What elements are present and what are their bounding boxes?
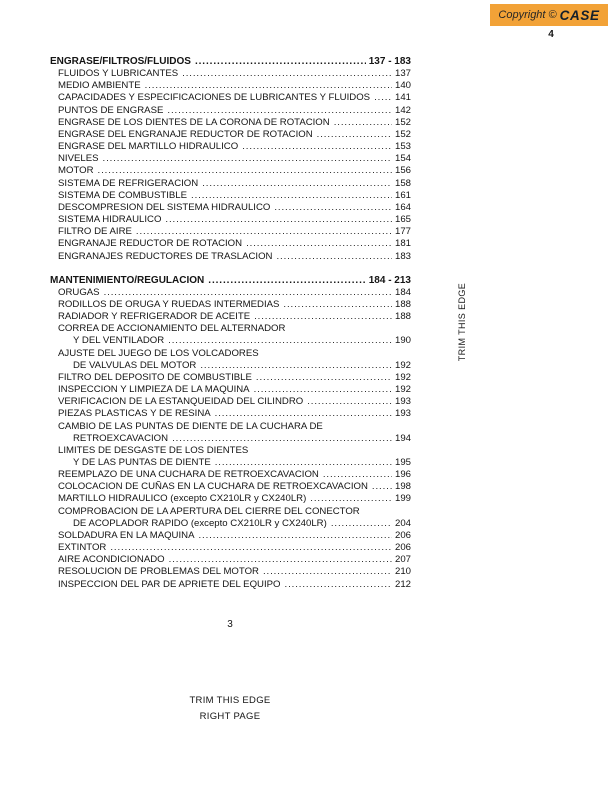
toc-leader-dots xyxy=(110,542,392,554)
toc-leader-dots xyxy=(168,335,392,347)
toc-page-number: 188 xyxy=(394,298,411,310)
copyright-text: Copyright © xyxy=(498,9,557,21)
toc-leader-dots xyxy=(202,178,392,190)
toc-page-number: 181 xyxy=(394,238,411,250)
toc-page-number: 206 xyxy=(394,529,411,541)
toc-item-continuation xyxy=(50,457,411,469)
toc-item-label: RETROEXCAVACION xyxy=(73,432,169,444)
toc-section xyxy=(50,56,411,263)
toc-item xyxy=(50,469,411,481)
toc-item-label: EXTINTOR xyxy=(58,542,107,554)
toc-page-number: 188 xyxy=(394,311,411,323)
toc-item-label: INSPECCION Y LIMPIEZA DE LA MAQUINA xyxy=(58,384,250,396)
toc-page-number: 165 xyxy=(394,214,411,226)
toc-leader-dots xyxy=(334,117,392,129)
toc-item-label: PUNTOS DE ENGRASE xyxy=(58,104,164,116)
toc-item xyxy=(50,165,411,177)
toc-item xyxy=(50,153,411,165)
toc-item-label: REEMPLAZO DE UNA CUCHARA DE RETROEXCAVACION xyxy=(58,469,319,481)
toc-item xyxy=(50,105,411,117)
toc-item-label: MOTOR xyxy=(58,165,94,177)
toc-item-continuation xyxy=(50,335,411,347)
toc-item xyxy=(50,226,411,238)
toc-leader-dots xyxy=(256,372,392,384)
toc-item-label: FILTRO DEL DEPOSITO DE COMBUSTIBLE xyxy=(58,371,252,383)
toc-item xyxy=(50,178,411,190)
toc-section-title: ENGRASE/FILTROS/FLUIDOS xyxy=(50,56,191,67)
toc-page-number: 184 xyxy=(394,286,411,298)
toc-item xyxy=(50,299,411,311)
toc-page-number: 212 xyxy=(394,578,411,590)
toc-item-label: DE VALVULAS DEL MOTOR xyxy=(73,359,197,371)
toc-item-label: CAPACIDADES Y ESPECIFICACIONES DE LUBRICANTES Y FLUIDOS xyxy=(58,92,371,104)
toc-page-number: 193 xyxy=(394,408,411,420)
toc-page-number: 183 xyxy=(394,250,411,262)
toc-item xyxy=(50,287,411,299)
toc-item-label: Y DE LAS PUNTAS DE DIENTE xyxy=(73,457,211,468)
toc-item-label: ENGRASE DEL ENGRANAJE REDUCTOR DE ROTACION xyxy=(58,128,313,140)
toc-item xyxy=(50,190,411,202)
toc-page-number: 206 xyxy=(394,542,411,554)
toc-item xyxy=(50,372,411,384)
toc-leader-dots xyxy=(254,384,392,396)
toc-leader-dots xyxy=(215,408,392,420)
toc-item xyxy=(50,542,411,554)
toc-item xyxy=(50,323,411,335)
toc-leader-dots xyxy=(274,202,392,214)
toc-page-number: 158 xyxy=(394,177,411,189)
toc-leader-dots xyxy=(331,518,392,530)
toc-item-label: SISTEMA DE COMBUSTIBLE xyxy=(58,189,188,201)
toc-item-label: SISTEMA HIDRAULICO xyxy=(58,214,162,226)
toc-item-label: DESCOMPRESION DEL SISTEMA HIDRAULICO xyxy=(58,201,271,213)
toc-page-number: 152 xyxy=(394,128,411,140)
toc-page-number: 190 xyxy=(394,335,411,347)
toc-item xyxy=(50,311,411,323)
toc-page-range: 184 - 213 xyxy=(368,274,411,286)
toc-item-label: ENGRANAJES REDUCTORES DE TRASLACION xyxy=(58,250,273,262)
trim-edge-note-vertical: TRIM THIS EDGE xyxy=(457,282,467,362)
toc-item xyxy=(50,129,411,141)
toc-item xyxy=(50,68,411,80)
toc-page-number: 196 xyxy=(394,469,411,481)
toc-leader-dots xyxy=(136,226,392,238)
toc-item-label: DE ACOPLADOR RAPIDO (excepto CX210LR y CX240LR) xyxy=(73,517,327,529)
toc-item xyxy=(50,579,411,591)
toc-page-number: 142 xyxy=(394,104,411,116)
toc-page-range: 137 - 183 xyxy=(368,56,411,67)
toc-item xyxy=(50,80,411,92)
toc-leader-dots xyxy=(98,165,392,177)
toc-item-label: MEDIO AMBIENTE xyxy=(58,80,141,92)
toc-item-label: SOLDADURA EN LA MAQUINA xyxy=(58,529,195,541)
toc-leader-dots xyxy=(323,469,392,481)
toc-item-label: ENGRASE DE LOS DIENTES DE LA CORONA DE ROTACION xyxy=(58,116,330,128)
toc-item-label: COMPROBACION DE LA APERTURA DEL CIERRE DEL CONECTOR xyxy=(58,505,360,517)
toc-leader-dots xyxy=(254,311,392,323)
toc-leader-dots xyxy=(191,190,392,202)
toc-leader-dots xyxy=(167,105,392,117)
toc-page-number: 195 xyxy=(394,457,411,468)
toc-leader-dots xyxy=(165,214,392,226)
toc-leader-dots xyxy=(317,129,392,141)
toc-section-heading xyxy=(50,56,411,68)
toc-leader-dots xyxy=(169,554,392,566)
toc-item-label: FILTRO DE AIRE xyxy=(58,226,132,238)
toc-item xyxy=(50,445,411,457)
toc-leader-dots xyxy=(200,360,392,372)
toc-page-number: 192 xyxy=(394,371,411,383)
toc-leader-dots xyxy=(307,396,392,408)
toc-item xyxy=(50,384,411,396)
toc-section-heading xyxy=(50,275,411,287)
toc-leader-dots xyxy=(198,530,392,542)
toc-item-label: VERIFICACION DE LA ESTANQUEIDAD DEL CILINDRO xyxy=(58,396,304,408)
toc-leader-dots xyxy=(263,566,392,578)
toc-leader-dots xyxy=(172,433,392,445)
toc-item xyxy=(50,141,411,153)
toc-item-label: AJUSTE DEL JUEGO DE LOS VOLCADORES xyxy=(58,347,259,359)
toc-item xyxy=(50,554,411,566)
toc-item-label: AIRE ACONDICIONADO xyxy=(58,554,165,566)
toc-item xyxy=(50,408,411,420)
toc-item-label: INSPECCION DEL PAR DE APRIETE DEL EQUIPO xyxy=(58,578,281,590)
toc-leader-dots xyxy=(242,141,392,153)
toc-page-number: 153 xyxy=(394,141,411,153)
toc-item xyxy=(50,530,411,542)
toc-page-number: 137 xyxy=(394,68,411,80)
toc-leader-dots xyxy=(195,56,366,68)
toc-item-continuation xyxy=(50,518,411,530)
toc-item xyxy=(50,214,411,226)
toc-page-number: 192 xyxy=(394,384,411,396)
toc-page-number: 204 xyxy=(394,517,411,529)
toc-item-label: SISTEMA DE REFRIGERACION xyxy=(58,177,199,189)
toc-page-number: 152 xyxy=(394,116,411,128)
toc-leader-dots xyxy=(103,153,392,165)
toc-leader-dots xyxy=(283,299,392,311)
toc-page-number: 161 xyxy=(394,189,411,201)
toc-item-label: PIEZAS PLASTICAS Y DE RESINA xyxy=(58,408,211,420)
toc-item-label: CAMBIO DE LAS PUNTAS DE DIENTE DE LA CUCHARA DE xyxy=(58,420,323,432)
toc-item xyxy=(50,92,411,104)
toc-item-label: CORREA DE ACCIONAMIENTO DEL ALTERNADOR xyxy=(58,323,286,335)
toc-item xyxy=(50,238,411,250)
toc-page-number: 207 xyxy=(394,554,411,566)
toc-page-number: 198 xyxy=(394,481,411,493)
toc-item xyxy=(50,396,411,408)
toc-item xyxy=(50,421,411,433)
copyright-badge xyxy=(490,4,608,26)
toc-section-title: MANTENIMIENTO/REGULACION xyxy=(50,274,205,286)
toc-item xyxy=(50,251,411,263)
toc-item xyxy=(50,506,411,518)
toc-leader-dots xyxy=(285,579,392,591)
toc-item-continuation xyxy=(50,360,411,372)
toc-item-label: LIMITES DE DESGASTE DE LOS DIENTES xyxy=(58,444,249,456)
toc-item-label: ENGRANAJE REDUCTOR DE ROTACION xyxy=(58,238,243,250)
toc-page-number: 193 xyxy=(394,396,411,408)
page-number-bottom: 3 xyxy=(227,619,233,630)
toc-page-number: 156 xyxy=(394,165,411,177)
toc-page-number: 194 xyxy=(394,432,411,444)
toc-leader-dots xyxy=(310,493,392,505)
toc-leader-dots xyxy=(276,251,392,263)
toc-page-number: 164 xyxy=(394,201,411,213)
toc-page-number: 199 xyxy=(394,493,411,505)
toc-page-number: 141 xyxy=(394,92,411,104)
toc-page-number: 140 xyxy=(394,80,411,92)
toc-section xyxy=(50,275,411,591)
toc-item xyxy=(50,566,411,578)
toc-item-continuation xyxy=(50,433,411,445)
toc-item xyxy=(50,202,411,214)
toc-item xyxy=(50,348,411,360)
toc-page-number: 177 xyxy=(394,226,411,238)
toc-page-number: 154 xyxy=(394,153,411,165)
case-logo: CASE xyxy=(559,7,600,23)
toc-item-label: MARTILLO HIDRAULICO (excepto CX210LR y CX240LR) xyxy=(58,493,307,505)
toc-leader-dots xyxy=(374,92,392,104)
toc-page-number: 192 xyxy=(394,359,411,371)
toc-item-label: FLUIDOS Y LUBRICANTES xyxy=(58,68,179,80)
toc-item xyxy=(50,481,411,493)
trim-edge-note-bottom: TRIM THIS EDGE xyxy=(189,695,271,706)
toc-item-label: RESOLUCION DE PROBLEMAS DEL MOTOR xyxy=(58,566,259,578)
toc-leader-dots xyxy=(182,68,392,80)
toc-page-number: 210 xyxy=(394,566,411,578)
right-page-note: RIGHT PAGE xyxy=(199,711,261,722)
toc-item-label: COLOCACION DE CUÑAS EN LA CUCHARA DE RETROEXCAVACION xyxy=(58,481,368,493)
toc-item-label: NIVELES xyxy=(58,153,99,165)
toc-item-label: RADIADOR Y REFRIGERADOR DE ACEITE xyxy=(58,311,251,323)
toc-leader-dots xyxy=(372,481,392,493)
toc-leader-dots xyxy=(145,80,392,92)
toc-item-label: Y DEL VENTILADOR xyxy=(73,335,165,347)
toc-item-label: ORUGAS xyxy=(58,286,100,298)
toc-leader-dots xyxy=(246,238,392,250)
toc-item xyxy=(50,493,411,505)
toc-item-label: ENGRASE DEL MARTILLO HIDRAULICO xyxy=(58,141,239,153)
toc-item-label: RODILLOS DE ORUGA Y RUEDAS INTERMEDIAS xyxy=(58,298,280,310)
table-of-contents xyxy=(50,56,411,591)
toc-leader-dots xyxy=(215,457,392,469)
toc-item xyxy=(50,117,411,129)
toc-leader-dots xyxy=(208,275,365,287)
page-number-top: 4 xyxy=(548,29,554,40)
toc-leader-dots xyxy=(104,287,392,299)
